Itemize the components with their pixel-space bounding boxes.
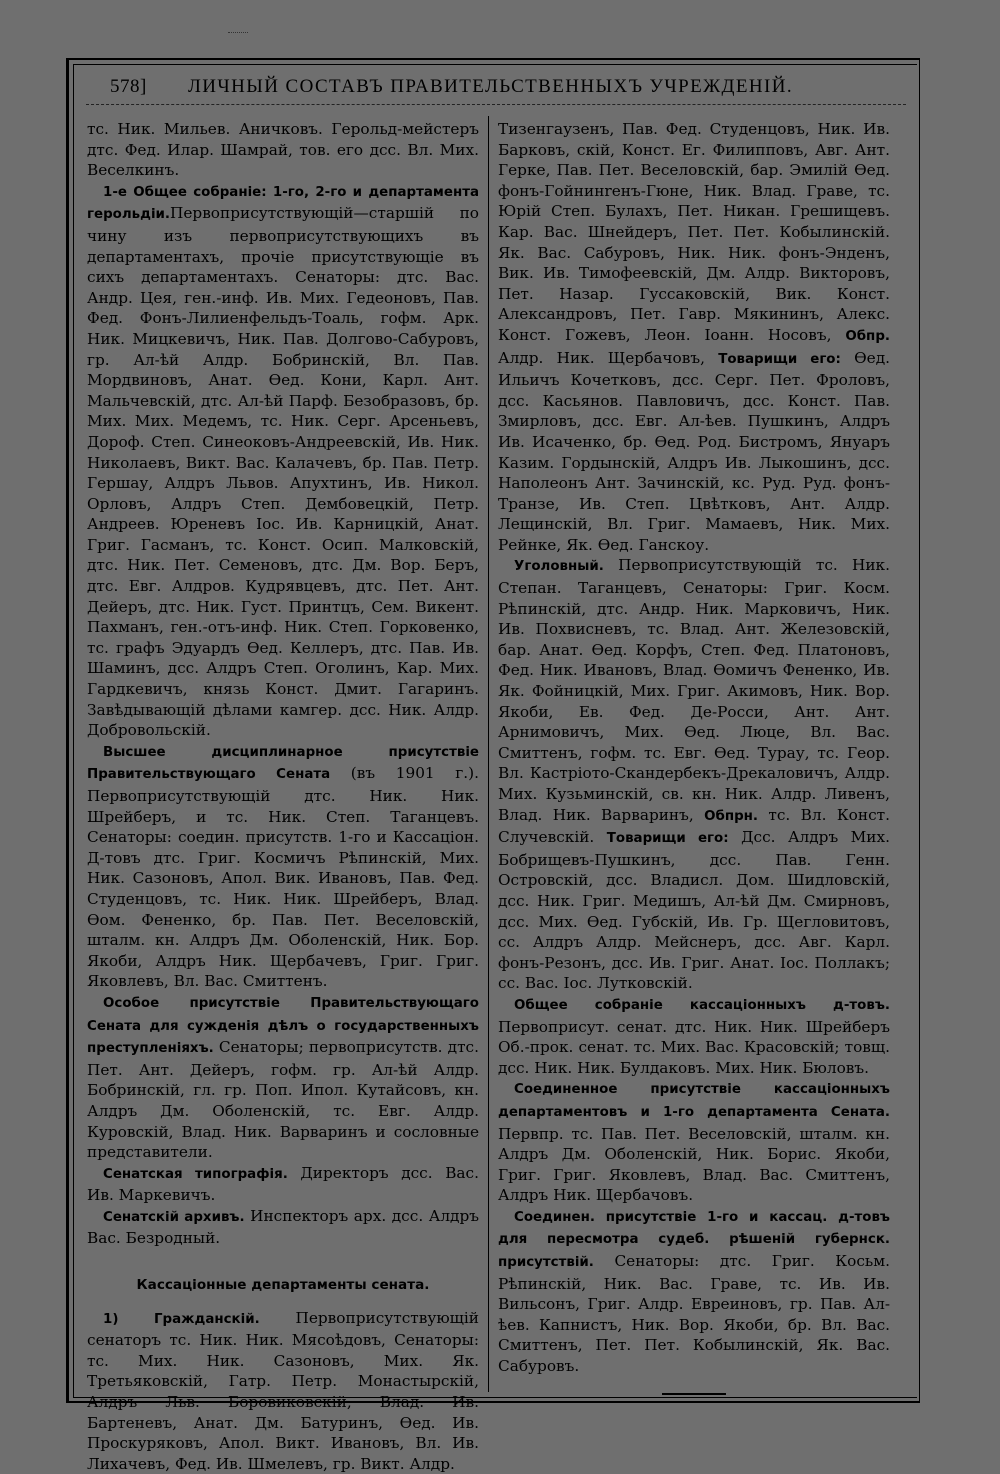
inline-label: Обпрн.: [704, 808, 759, 824]
section-label: Особое присутствіе Правительствующаго Сената для сужденія дѣлъ о государственныхъ преступленіяхъ.: [87, 995, 479, 1057]
paragraph: [87, 1163, 479, 1206]
running-title: ЛИЧНЫЙ СОСТАВЪ ПРАВИТЕЛЬСТВЕННЫХЪ УЧРЕЖДЕНІЙ.: [188, 76, 794, 97]
paragraph-text: тс. Вл. Конст. Случевскій.: [498, 805, 890, 847]
page-number: 578]: [110, 76, 147, 97]
section-label: Соединенное присутствіе кассаціонныхъ департаментовъ и 1-го департамента Сената.: [498, 1082, 890, 1120]
paragraph: [87, 741, 479, 992]
paragraph-text: Сенаторы: дтс. Григ. Косьм. Рѣпинскій, Ник. Вас. Граве, тс. Ив. Ив. Вильсонъ, Григ. Алдр. Евреиновъ, гр. Пав. Ал-ѣев. Капнистъ, Ник. Вор. Якоби, бр. Вл. Вас. Смиттенъ, Пет. Пет. Кобылинскій, Як. Вас. Сабуровъ.: [498, 1252, 890, 1376]
paragraph-text: Тизенгаузенъ, Пав. Фед. Студенцовъ, Ник. Ив. Барковъ, скій, Конст. Ег. Филипповъ, Авг. Ант. Герке, Пав. Пет. Веселовскій, бар. Эмилій Ѳед. фонъ-Гойнинrенъ-Гюне, Ник. Влад. Граве, тс. Юрій Степ. Булахъ, Пет. Никан. Грешищевъ. Кар. Вас. Шнейдеръ, Пет. Пет. Кобылинскій. Як. Вас. Сабуровъ, Ник. Ник. фонъ-Энденъ, Вик. Ив. Тимофеевскій, Дм. Алдр. Викторовъ, Пет. Назар. Гуссаковскій, Вик. Конст. Александровъ, Пет. Гавр. Мякининъ, Алекс. Конст. Гожевъ, Леон. Іоанн. Носовъ,: [498, 120, 890, 344]
section-label: Общее собраніе кассаціонныхъ д-товъ.: [514, 997, 890, 1013]
paragraph-text: Сенаторы; первоприсутств. дтс. Пет. Ант. Дейеръ, гофм. гр. Ал-ѣй Алдр. Бобринскій, гл. гр. Поп. Ипол. Кутайсовъ, кн. Алдръ Дм. Оболенскій, тс. Евг. Алдр. Куровскій, Влад. Ник. Варваринъ и сословные представители.: [87, 1038, 479, 1162]
header-rule: [86, 104, 906, 105]
end-rule: [662, 1393, 726, 1395]
paragraph-text: (въ 1901 г.). Первоприсутствующій дтс. Ник. Ник. Шрейберъ, и тс. Ник. Степ. Таганцевъ. Сенаторы: соедин. присутств. 1-го и Кассаціон. Д-товъ дтс. Григ. Космичъ Рѣпинскій, Мих. Ник. Сазоновъ, Апол. Вик. Ивановъ, Пав. Фед. Студенцовъ, тс. Ник. Ник. Шрейберъ, Влад. Ѳом. Фененко, бр. Пав. Пет. Веселовскій, шталм. кн. Алдръ Дм. Оболенскій, Ник. Бор. Якоби, Алдръ Ник. Щербачевъ, Григ. Григ. Яковлевъ, Вл. Вас. Смиттенъ.: [87, 764, 479, 991]
paragraph-text: Первоприсутствующій—старшій по чину изъ первоприсутствующихъ въ департаментахъ, прочіе присутствующіе въ сихъ департаментахъ. Сенаторы: дтс. Вас. Андр. Цея, ген.-инф. Ив. Мих. Гедеоновъ, Пав. Фед. Фонъ-Лилиенфельдъ-Тоаль, гофм. Арк. Ник. Мицкевичъ, Ник. Пав. Долгово-Сабуровъ, гр. Ал-ѣй Алдр. Бобринскій, Вл. Пав. Мордвиновъ, Анат. Ѳед. Кони, Карл. Ант. Мальчевскій, дтс. Ал-ѣй Парф. Безобразовъ, бр. Мих. Мих. Медемъ, тс. Ник. Серг. Арсеньевъ, Дороф. Степ. Синеоковъ-Андреевскій, Ив. Ник. Николаевъ, Викт. Вас. Калачевъ, бр. Пав. Петр. Гершау, Алдръ Львов. Апухтинъ, Ив. Никол. Орловъ, Алдръ Степ. Дембовецкій, Петр. Андреев. Юреневъ Іос. Ив. Карницкій, Анат. Григ. Гасманъ, тс. Конст. Осип. Малковскій, дтс. Ник. Пет. Семеновъ, дтс. Дм. Вор. Беръ, дтс. Евг. Алдров. Кудрявцевъ, дтс. Пет. Ант. Дейеръ, дтс. Ник. Густ. Принтцъ, Сем. Викент. Пахманъ, ген.-отъ-инф. Ник. Степ. Горковенко, тс. графъ Эдуардъ Ѳед. Келлеръ, дтс. Пав. Ив. Шаминъ, дсс. Алдръ Степ. Оголинъ, Кар. Мих. Гардкевичъ, князь Конст. Дмит. Гагаринъ. Завѣдывающій дѣлами камгер. дсс. Ник. Алдр. Добровольскій.: [87, 204, 479, 740]
section-label: Высшее дисциплинарное присутствіе Правительствующаго Сената: [87, 744, 479, 783]
inline-label: Обпр.: [845, 328, 890, 344]
paragraph-text: Первоприсутствующій сенаторъ тс. Ник. Ник. Мясоѣдовъ, Сенаторы: тс. Мих. Ник. Сазоновъ, Мих. Як. Третьяковскій, Гатр. Петр. Монастырскій, Алдръ Льв. Боровиковскій, Влад. Ив. Бартеневъ, Анат. Дм. Батуринъ, Ѳед. Ив. Проскуряковъ, Апол. Викт. Ивановъ, Вл. Ив. Лихачевъ, Фед. Ив. Шмелевъ, гр. Викт. Алдр.: [87, 1308, 479, 1473]
paragraph: [87, 119, 479, 181]
paragraph: [87, 992, 479, 1163]
section-label: 1) Гражданскій.: [103, 1311, 260, 1327]
paragraph-text: Первпр. тс. Пав. Пет. Веселовскій, шталм. кн. Алдръ Дм. Оболенскій, Ник. Борис. Якоби, Григ. Григ. Яковлевъ, Влад. Вас. Смиттенъ, Алдръ Ник. Щербачовъ.: [498, 1124, 890, 1205]
paragraph-text: Первоприсут. сенат. дтс. Ник. Ник. Шрейберъ Об.-прок. сенат. тс. Мих. Вас. Красовскій; товщ. дсс. Ник. Ник. Булдаковъ. Мих. Ник. Бюловъ.: [498, 1017, 890, 1077]
column-divider: [488, 116, 489, 1392]
paragraph: [498, 555, 890, 993]
paragraph: [498, 994, 890, 1078]
right-column: [498, 119, 890, 1395]
section-label: Сенатская типографія.: [103, 1166, 288, 1182]
paragraph-text: Инспекторъ арх. дсс. Алдръ Вас. Безродный.: [87, 1206, 479, 1248]
paragraph: [87, 1308, 479, 1474]
inline-label: Товарищи его:: [606, 831, 729, 847]
print-speck: [228, 32, 248, 33]
paragraph-text: тс. Ник. Мильев. Аничковъ. Герольд-мейстеръ дтс. Фед. Илар. Шамрай, тов. его дсс. Вл. Мих. Веселкинъ.: [87, 120, 479, 180]
paragraph: [498, 119, 890, 555]
section-label: Соединен. присутствіе 1-го и кассац. д-товъ для пересмотра судеб. рѣшеній губернск. присутствій.: [498, 1209, 890, 1271]
section-label: Сенатскій архивъ.: [103, 1209, 245, 1225]
section-label: 1-е Общее собраніе: 1-го, 2-го и департамента герольдіи.: [87, 184, 479, 223]
paragraph-text: Первоприсутствующій тс. Ник. Степан. Таганцевъ, Сенаторы: Григ. Косм. Рѣпинскій, дтс. Андр. Ник. Марковичъ, Ник. Ив. Похвисневъ, тс. Влад. Ант. Железовскій, бар. Анат. Ѳед. Корфъ, Степ. Фед. Платоновъ, Фед. Ник. Ивановъ, Влад. Ѳомичъ Фененко, Ив. Як. Фойницкій, Мих. Григ. Акимовъ, Ник. Вор. Якоби, Ев. Фед. Де-Росси, Ант. Ант. Арнимовичъ, Мих. Ѳед. Люце, Вл. Вас. Смиттенъ, гофм. тс. Евг. Ѳед. Турау, тс. Геор. Вл. Кастріото-Скандербекъ-Дрекаловичъ, Алдр. Мих. Кузьминскій, св. кн. Ник. Алдр. Ливенъ, Влад. Ник. Варваринъ,: [498, 556, 890, 824]
section-heading: Кассаціонные департаменты сената.: [136, 1277, 430, 1294]
inline-label: Товарищи его:: [718, 351, 841, 367]
left-column: [87, 119, 479, 1474]
paragraph: [498, 1078, 890, 1206]
paragraph-text: Дсс. Алдръ Мих. Бобрищевъ-Пушкинъ, дсс. Пав. Генн. Островскій, дсс. Владисл. Дом. Шидловскій, дсс. Ник. Григ. Медишъ, Ал-ѣй Дм. Смирновъ, дсс. Мих. Ѳед. Губскій, Ив. Гр. Щегловитовъ, сс. Алдръ Алдр. Мейснеръ, дсс. Авг. Карл. фонъ-Резонъ, дсс. Ив. Григ. Анат. Іос. Поллакъ; сс. Вас. Іос. Лутковскій.: [498, 828, 890, 993]
section-label: Уголовный.: [514, 559, 604, 575]
paragraph-text: Ѳед. Ильичъ Кочетковъ, дсс. Серг. Пет. Фроловъ, дсс. Касьянов. Павловичъ, дсс. Конст. Пав. Змирловъ, дсс. Евг. Ал-ѣев. Пушкинъ, Алдръ Ив. Исаченко, бр. Ѳед. Род. Бистромъ, Януаръ Казим. Гордынскій, Алдръ Ив. Лыкошинъ, дсс. Наполеонъ Ант. Зачинскій, кс. Руд. Руд. фонъ-Транзе, Ив. Степ. Цвѣтковъ, Ант. Алдр. Лещинскій, Вл. Григ. Мамаевъ, Ник. Мих. Рейнке, Як. Ѳед. Ганскоу.: [498, 348, 890, 554]
paragraph-text: Алдр. Ник. Щербачовъ,: [498, 348, 705, 367]
paragraph: [87, 181, 479, 741]
paragraph-text: Директоръ дсс. Вас. Ив. Маркевичъ.: [87, 1163, 479, 1205]
paragraph: [498, 1206, 890, 1377]
page-header: [110, 74, 890, 104]
paragraph: [87, 1206, 479, 1249]
